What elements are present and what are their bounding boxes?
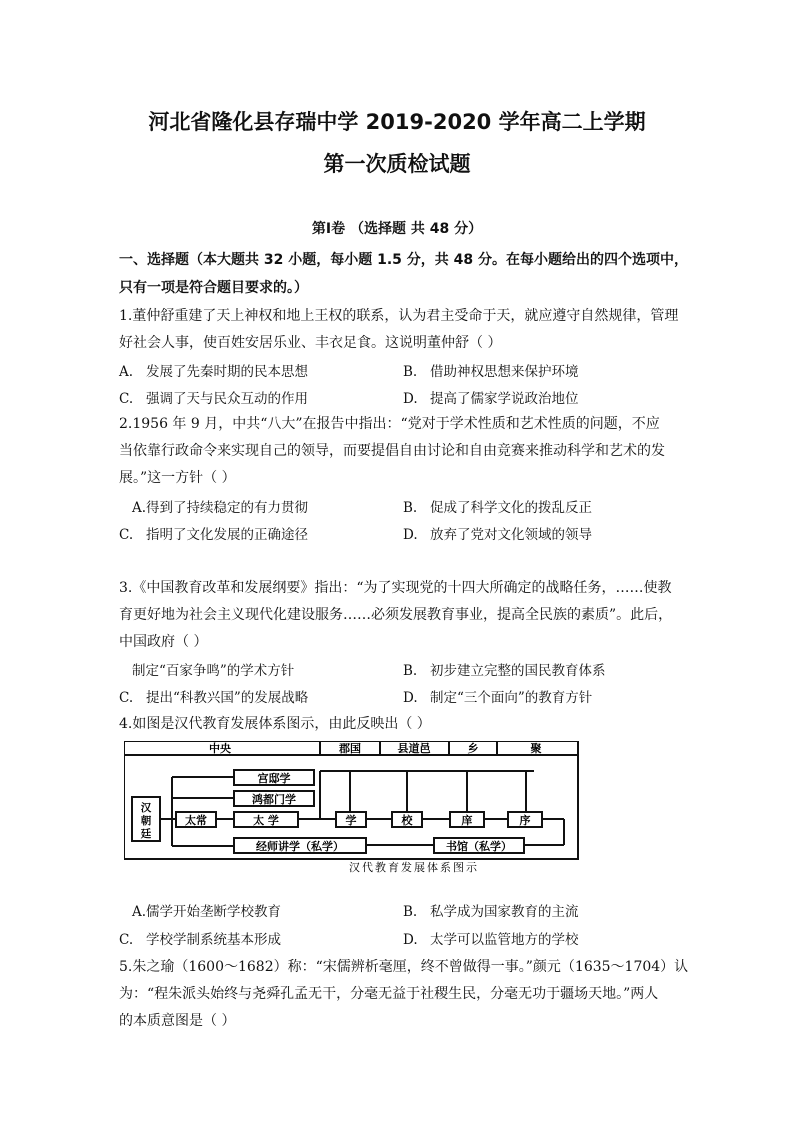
option-text: 太学可以监管地方的学校 — [430, 932, 579, 948]
box-private-right-label: 书馆（私学） — [446, 840, 512, 853]
option-text: 制定“百家争鸣”的学术方针 — [132, 663, 295, 679]
option-label: B. — [403, 500, 418, 516]
option-label: D. — [403, 690, 418, 706]
option-text: A.得到了持续稳定的有力贯彻 — [132, 500, 309, 516]
question-3-option-c[interactable] — [119, 686, 308, 706]
question-4-option-d[interactable] — [403, 928, 579, 948]
box-private-left-label: 经师讲学（私学） — [256, 840, 344, 853]
question-2-option-c[interactable] — [119, 523, 308, 543]
question-2-option-d[interactable] — [403, 523, 592, 543]
option-label: D. — [403, 391, 418, 407]
option-label: B. — [403, 904, 418, 920]
question-1-option-b[interactable] — [403, 360, 579, 380]
question-2-line2: 当依靠行政命令来实现自己的领导，而要提倡自由讨论和自由竞赛来推动科学和艺术的发 — [119, 443, 665, 459]
question-1-option-d[interactable] — [403, 387, 579, 407]
question-2-line3: 展。”这一方针（ ） — [119, 470, 236, 486]
option-text: 促成了科学文化的拨乱反正 — [430, 500, 592, 516]
box-taixue-label: 太 学 — [253, 814, 279, 827]
header-central: 中央 — [209, 742, 231, 755]
question-3-line3: 中国政府（ ） — [119, 634, 208, 650]
header-jun: 郡国 — [339, 742, 361, 755]
page-title-line2: 第一次质检试题 — [323, 152, 471, 176]
option-label: D. — [403, 527, 418, 543]
option-label: B. — [403, 663, 418, 679]
option-text: 学校学制系统基本形成 — [146, 932, 281, 948]
option-text: 提出“科教兴国”的发展战略 — [146, 690, 309, 706]
option-label: D. — [403, 932, 418, 948]
option-text: 强调了天与民众互动的作用 — [146, 391, 308, 407]
box-xiang-label: 庠 — [461, 814, 473, 827]
question-3-option-d[interactable] — [403, 686, 592, 706]
question-4-option-c[interactable] — [119, 928, 281, 948]
question-3-option-b[interactable] — [403, 659, 606, 679]
option-label: C. — [119, 932, 134, 948]
court-label-2: 朝 — [140, 815, 152, 827]
option-text: 放弃了党对文化领域的领导 — [430, 527, 592, 543]
section-instructions-line1: 一、选择题（本大题共 32 小题，每小题 1.5 分，共 48 分。在每小题给出的四个选项中， — [119, 252, 689, 268]
option-text: 发展了先秦时期的民本思想 — [146, 364, 308, 380]
option-text: 借助神权思想来保护环境 — [430, 364, 579, 380]
diagram-caption: 汉代教育发展体系图示 — [349, 861, 479, 874]
question-1-line2: 好社会人事，使百姓安居乐业、丰衣足食。这说明董仲舒（ ） — [119, 335, 502, 351]
section-title: 第Ⅰ卷 （选择题 共 48 分） — [311, 221, 483, 237]
question-2-line1: 2.1956 年 9 月，中共“八大”在报告中指出：“党对于学术性质和艺术性质的问题，不应 — [119, 416, 660, 432]
page-title-line1: 河北省隆化县存瑞中学 2019-2020 学年高二上学期 — [148, 110, 646, 134]
option-text: 私学成为国家教育的主流 — [430, 904, 579, 920]
option-text: A.儒学开始垄断学校教育 — [132, 904, 282, 920]
question-5-line3: 的本质意图是（ ） — [119, 1013, 236, 1029]
question-3-line2: 育更好地为社会主义现代化建设服务……必须发展教育事业，提高全民族的素质”。此后， — [119, 607, 673, 623]
box-xue-label: 学 — [345, 814, 357, 827]
option-label: C. — [119, 527, 134, 543]
option-text: 提高了儒家学说政治地位 — [430, 391, 579, 407]
option-text: 初步建立完整的国民教育体系 — [430, 663, 606, 679]
option-label: B. — [403, 364, 418, 380]
question-4-line1: 4.如图是汉代教育发展体系图示，由此反映出（ ） — [119, 716, 431, 732]
court-label-3: 廷 — [140, 828, 152, 840]
question-2-option-b[interactable] — [403, 496, 592, 516]
header-county: 县道邑 — [397, 742, 431, 755]
option-text: 指明了文化发展的正确途径 — [146, 527, 308, 543]
option-label: A. — [119, 364, 134, 380]
header-township: 乡 — [467, 742, 479, 755]
box-taichang-label: 太常 — [185, 814, 207, 827]
box-xu-label: 序 — [519, 814, 531, 827]
option-label: C. — [119, 690, 134, 706]
court-label-1: 汉 — [140, 802, 152, 814]
question-3-line1: 3.《中国教育改革和发展纲要》指出：“为了实现党的十四大所确定的战略任务，……使教 — [119, 580, 672, 596]
question-1-line1: 1.董仲舒重建了天上神权和地上王权的联系，认为君主受命于天，就应遵守自然规律，管理 — [119, 308, 679, 324]
box-xiao-label: 校 — [401, 814, 413, 827]
question-1-option-c[interactable] — [119, 387, 308, 407]
box-hongdu-label: 鸿都门学 — [252, 793, 296, 806]
option-text: 制定“三个面向”的教育方针 — [430, 690, 593, 706]
question-1-option-a[interactable] — [119, 360, 308, 380]
header-village: 聚 — [530, 742, 542, 755]
box-gongdi-label: 宫邸学 — [257, 772, 291, 785]
question-5-line1: 5.朱之瑜（1600～1682）称：“宋儒辨析毫厘，终不曾做得一事。”颜元（1635～1704）认 — [119, 959, 689, 975]
question-4-option-a[interactable] — [132, 900, 281, 920]
option-label: C. — [119, 391, 134, 407]
question-4-option-b[interactable] — [403, 900, 579, 920]
question-5-line2: 为：“程朱派头始终与尧舜孔孟无干，分毫无益于社稷生民，分毫无功于疆场天地。”两人 — [119, 986, 659, 1002]
question-2-option-a[interactable] — [132, 496, 308, 516]
section-instructions-line2: 只有一项是符合题目要求的。） — [119, 280, 308, 296]
question-3-option-a[interactable] — [132, 659, 294, 679]
han-education-diagram — [124, 741, 579, 875]
